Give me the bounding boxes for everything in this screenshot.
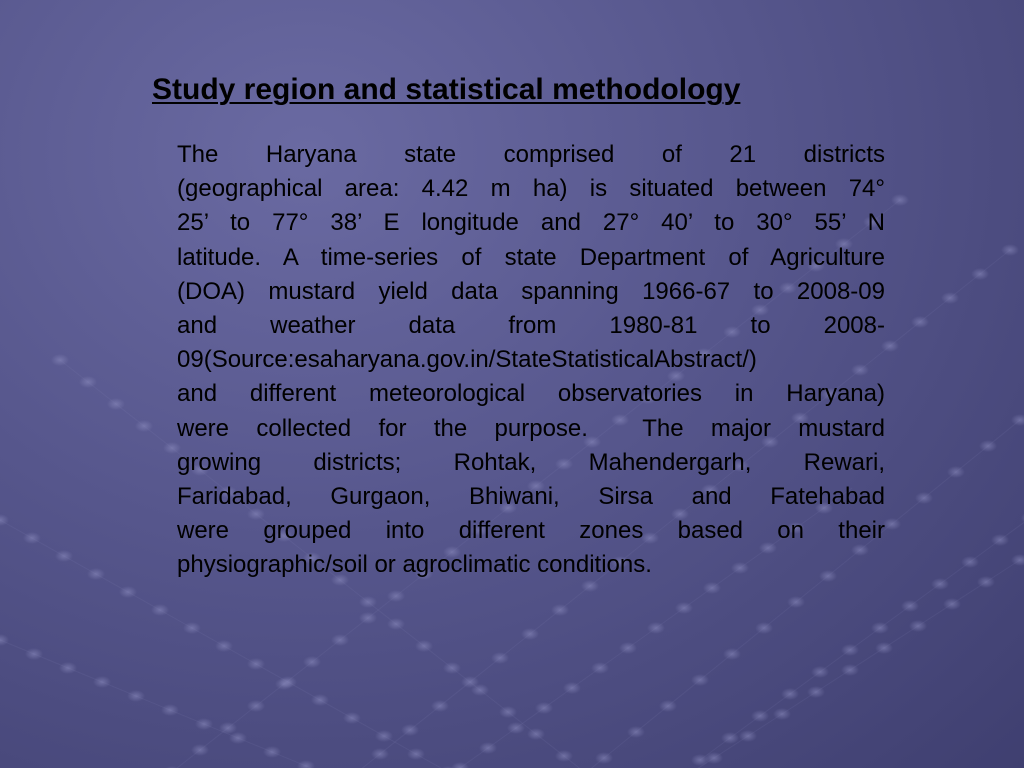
body-line: growing districts; Rohtak, Mahendergarh, Rewari,	[177, 448, 885, 476]
body-line: were collected for the purpose. The major mustard	[177, 414, 885, 442]
body-line: latitude. A time-series of state Department of Agriculture	[177, 243, 885, 271]
body-line: (geographical area: 4.42 m ha) is situated between 74°	[177, 175, 885, 203]
body-line: physiographic/soil or agroclimatic conditions.	[177, 551, 652, 579]
slide-body-text	[177, 138, 885, 582]
body-line: Faridabad, Gurgaon, Bhiwani, Sirsa and Fatehabad	[177, 482, 885, 510]
body-line: and weather data from 1980-81 to 2008-	[177, 311, 885, 339]
slide-title: Study region and statistical methodology	[152, 73, 741, 106]
body-line: 25’ to 77° 38’ E longitude and 27° 40’ to 30° 55’ N	[177, 209, 885, 237]
body-line: were grouped into different zones based on their	[177, 517, 885, 545]
body-line: The Haryana state comprised of 21 districts	[177, 141, 885, 168]
body-line: (DOA) mustard yield data spanning 1966-67 to 2008-09	[177, 277, 885, 305]
body-line: 09(Source:esaharyana.gov.in/StateStatisticalAbstract/)	[177, 346, 757, 374]
body-line: and different meteorological observatories in Haryana)	[177, 380, 885, 408]
